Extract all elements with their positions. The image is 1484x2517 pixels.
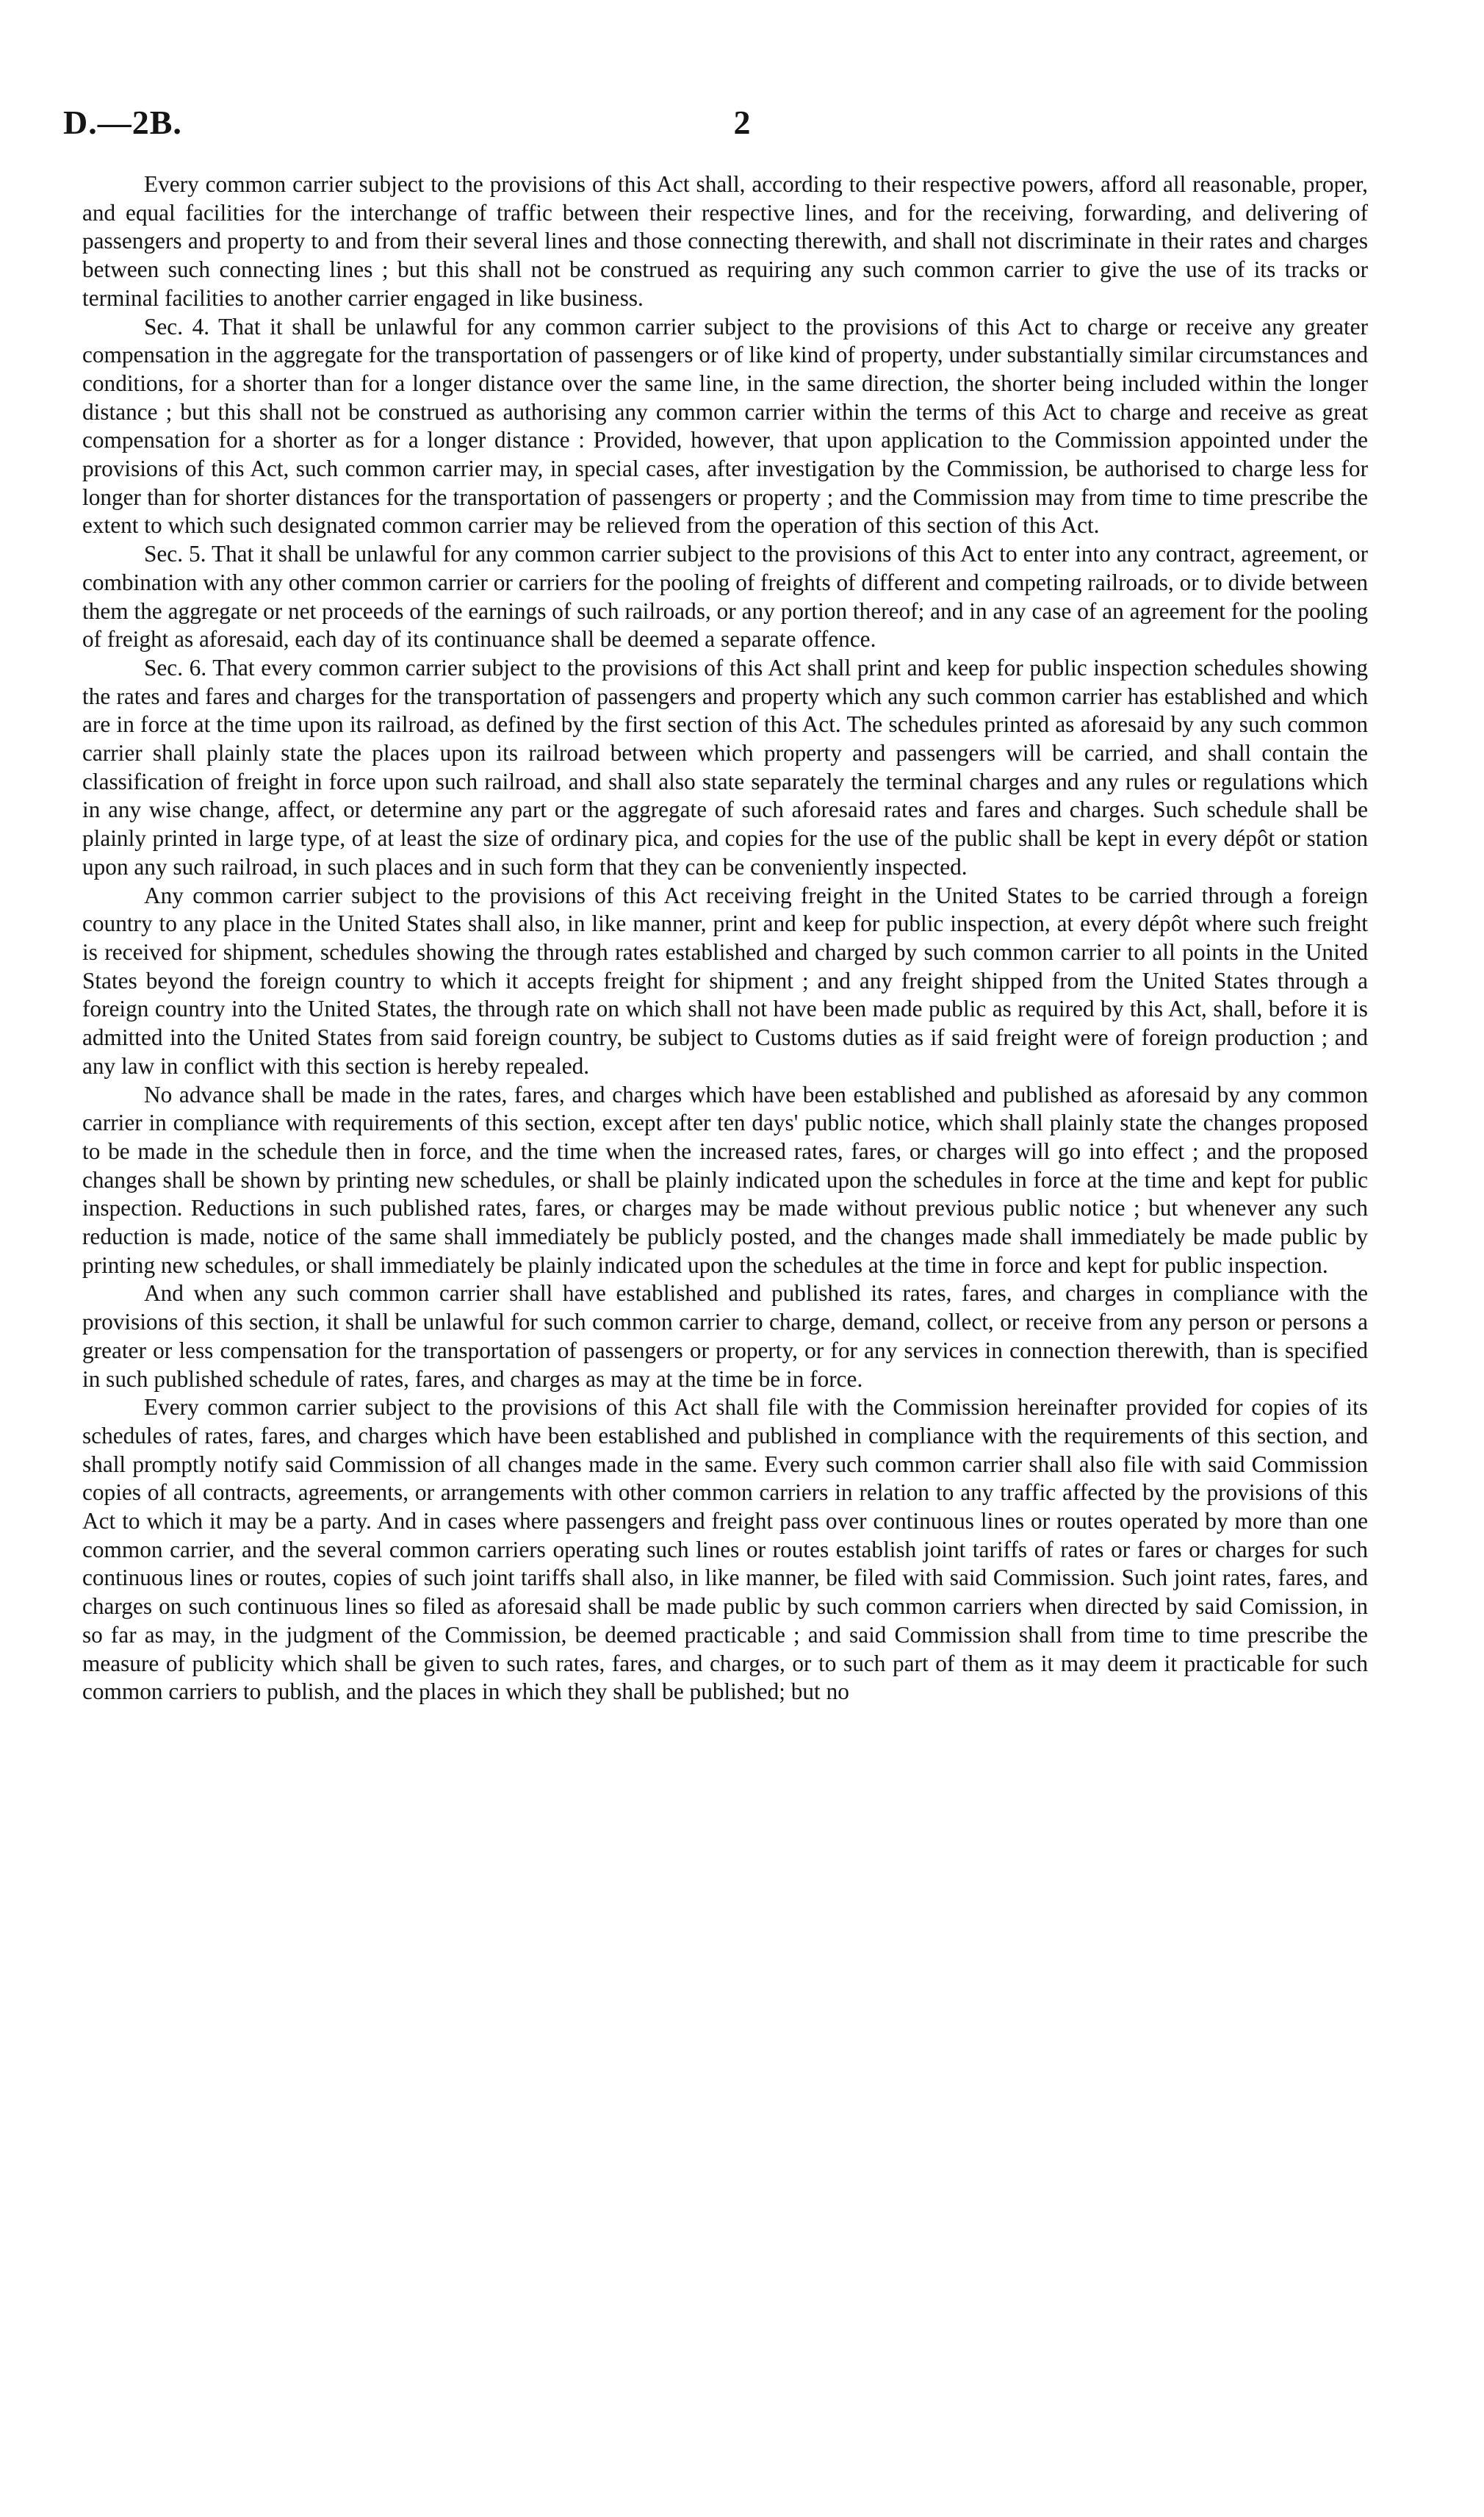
page-number: 2 [733, 104, 751, 141]
paragraph-rate-advance: No advance shall be made in the rates, fares, and charges which have been established and published as aforesaid by any common carrier in compliance with requirements of this section, except after ten days' public notice, which shall plainly state the changes proposed to be made in the schedule then in force, and the time when the increased rates, fares, or charges will go into effect ; and the proposed changes shall be shown by printing new schedules, or shall be plainly indicated upon the schedules in force at the time and kept for public inspection. Reductions in such published rates, fares, or charges may be made without previous public notice ; but whenever any such reduction is made, notice of the same shall immediately be publicly posted, and the changes made shall immediately be made public by printing new schedules, or shall immediately be plainly indicated upon the schedules at the time in force and kept for public inspection. [82, 1081, 1368, 1278]
page-header [63, 103, 1421, 147]
document-reference: D.—2B. [63, 104, 182, 141]
paragraph-foreign-freight: Any common carrier subject to the provisions of this Act receiving freight in the United States to be carried through a foreign country to any place in the United States shall also, in like manner, print and keep for public inspection, at every dépôt where such freight is received for shipment, schedules showing the through rates established and charged by such common carrier to all points in the United States beyond the foreign country to which it accepts freight for shipment ; and any freight shipped from the United States through a foreign country into the United States, the through rate on which shall not have been made public as required by this Act, shall, before it is admitted into the United States from said foreign country, be subject to Customs duties as if said freight were of foreign production ; and any law in conflict with this section is hereby repealed. [82, 882, 1368, 1079]
paragraph-sec-6: Sec. 6. That every common carrier subject to the provisions of this Act shall print and keep for public inspection schedules showing the rates and fares and charges for the transportation of passengers and property which any such common carrier has established and which are in force at the time upon its railroad, as defined by the first section of this Act. The schedules printed as aforesaid by any such common carrier shall plainly state the places upon its railroad between which property and passengers will be carried, and shall contain the classification of freight in force upon such railroad, and shall also state separately the terminal charges and any rules or regulations which in any wise change, affect, or determine any part or the aggregate of such aforesaid rates and fares and charges. Such schedule shall be plainly printed in large type, of at least the size of ordinary pica, and copies for the use of the public shall be kept in every dépôt or station upon any such railroad, in such places and in such form that they can be conveniently inspected. [82, 654, 1368, 880]
paragraph-facilities: Every common carrier subject to the provisions of this Act shall, according to their respective powers, afford all reasonable, proper, and equal facilities for the interchange of traffic between their respective lines, and for the receiving, forwarding, and delivering of passengers and property to and from their several lines and those connecting therewith, and shall not discriminate in their rates and charges between such connecting lines ; but this shall not be construed as requiring any such common carrier to give the use of its tracks or terminal facilities to another carrier engaged in like business. [82, 171, 1368, 311]
paragraph-sec-4: Sec. 4. That it shall be unlawful for any common carrier subject to the provisions of this Act to charge or receive any greater compensation in the aggregate for the transportation of passengers or of like kind of property, under substantially similar circumstances and conditions, for a shorter than for a longer distance over the same line, in the same direction, the shorter being included within the longer distance ; but this shall not be construed as authorising any common carrier within the terms of this Act to charge and receive as great compensation for a shorter as for a longer distance : Provided, however, that upon application to the Commission appointed under the provisions of this Act, such common carrier may, in special cases, after investigation by the Commission, be authorised to charge less for longer than for shorter distances for the transportation of passengers or property ; and the Commission may from time to time prescribe the extent to which such designated common carrier may be relieved from the operation of this section of this Act. [82, 313, 1368, 539]
paragraph-filing-schedules: Every common carrier subject to the provisions of this Act shall file with the Commission hereinafter provided for copies of its schedules of rates, fares, and charges which have been established and published in compliance with the requirements of this section, and shall promptly notify said Commission of all changes made in the same. Every such common carrier shall also file with said Commission copies of all contracts, agreements, or arrangements with other common carriers in relation to any traffic affected by the provisions of this Act to which it may be a party. And in cases where passengers and freight pass over continuous lines or routes operated by more than one common carrier, and the several common carriers operating such lines or routes establish joint tariffs of rates or fares or charges for such continuous lines or routes, copies of such joint tariffs shall also, in like manner, be filed with said Commission. Such joint rates, fares, and charges on such continuous lines so filed as aforesaid shall be made public by such common carriers when directed by said Comission, in so far as may, in the judgment of the Commission, be deemed practicable ; and said Commission shall from time to time prescribe the measure of publicity which shall be given to such rates, fares, and charges, or to such part of them as it may deem it practicable for such common carriers to publish, and the places in which they shall be published; but no [82, 1394, 1368, 1705]
body-text [82, 170, 1368, 1706]
paragraph-published-rates: And when any such common carrier shall have established and published its rates, fares, and charges in compliance with the provisions of this section, it shall be unlawful for such common carrier to charge, demand, collect, or receive from any person or persons a greater or less compensation for the transportation of passengers or property, or for any services in connection therewith, than is specified in such published schedule of rates, fares, and charges as may at the time be in force. [82, 1280, 1368, 1392]
paragraph-sec-5: Sec. 5. That it shall be unlawful for any common carrier subject to the provisions of this Act to enter into any contract, agreement, or combination with any other common carrier or carriers for the pooling of freights of different and competing railroads, or to divide between them the aggregate or net proceeds of the earnings of such railroads, or any portion thereof; and in any case of an agreement for the pooling of freight as aforesaid, each day of its continuance shall be deemed a separate offence. [82, 541, 1368, 653]
